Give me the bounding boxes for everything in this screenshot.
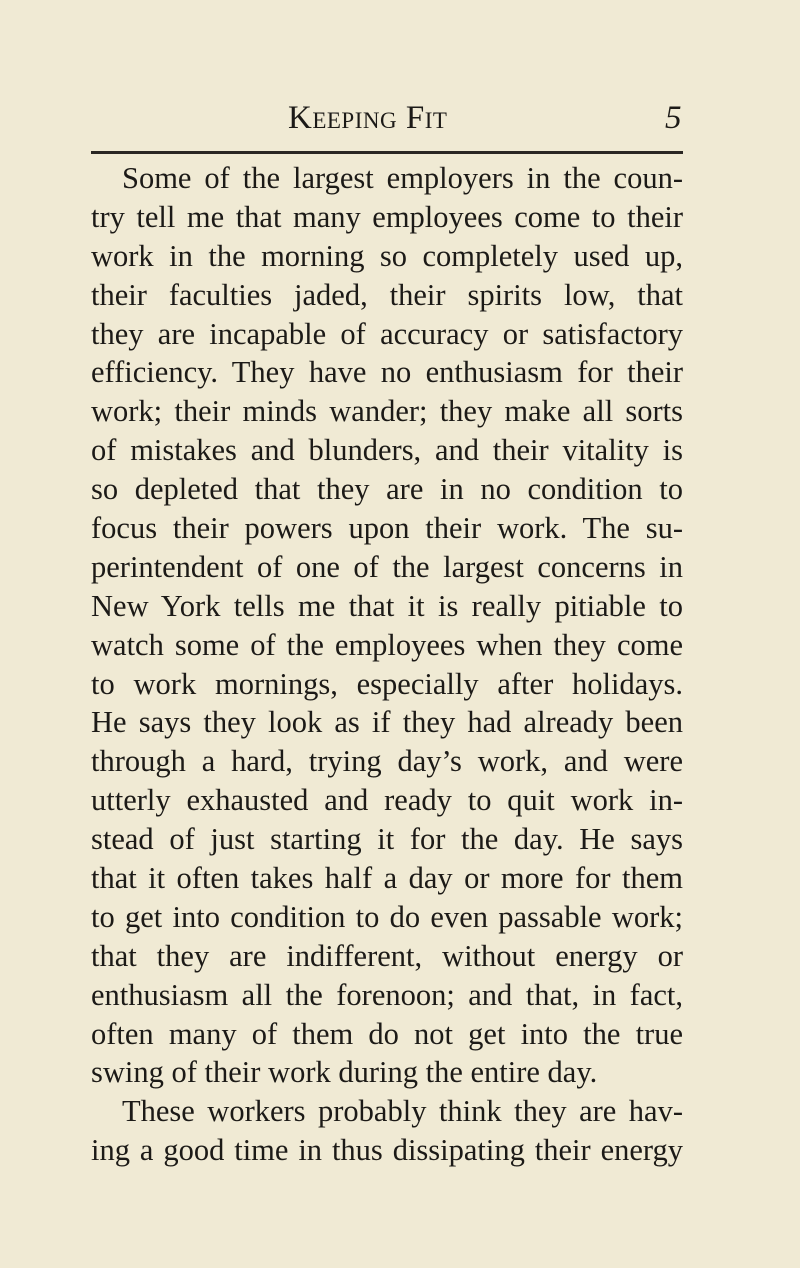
text-line: watch some of the employees when they come <box>91 627 683 662</box>
text-line: through a hard, trying day’s work, and were <box>91 744 683 779</box>
text-line: ing a good time in thus dissipating their energy <box>91 1133 683 1168</box>
text-line: their faculties jaded, their spirits low, that <box>91 277 683 312</box>
text-line: often many of them do not get into the true <box>91 1016 683 1051</box>
text-line: These workers probably think they are hav- <box>122 1094 683 1129</box>
text-line: that they are indifferent, without energy or <box>91 938 683 973</box>
text-line: utterly exhausted and ready to quit work in- <box>91 783 683 818</box>
text-line: efficiency. They have no enthusiasm for their <box>91 355 683 390</box>
paragraph <box>91 159 683 1092</box>
text-line: perintendent of one of the largest concerns in <box>91 549 683 584</box>
text-line: they are incapable of accuracy or satisfactory <box>91 316 683 351</box>
text-line: swing of their work during the entire day. <box>91 1055 598 1090</box>
page-number: 5 <box>665 100 682 136</box>
text-line: Some of the largest employers in the coun- <box>122 161 683 195</box>
header-rule <box>91 151 683 154</box>
text-line: stead of just starting it for the day. He says <box>91 822 683 857</box>
running-head <box>0 100 800 148</box>
text-line: to get into condition to do even passable work; <box>91 899 683 934</box>
text-line: New York tells me that it is really pitiable to <box>91 588 683 623</box>
text-line: He says they look as if they had already been <box>91 705 683 740</box>
body-text <box>91 159 683 1170</box>
text-line: try tell me that many employees come to their <box>91 199 683 234</box>
text-line: that it often takes half a day or more for them <box>91 861 683 896</box>
paragraph <box>91 1092 683 1170</box>
text-line: so depleted that they are in no condition to <box>91 472 683 507</box>
text-line: to work mornings, especially after holidays. <box>91 666 683 701</box>
text-line: enthusiasm all the forenoon; and that, in fact, <box>91 977 683 1012</box>
text-line: of mistakes and blunders, and their vitality is <box>91 433 683 468</box>
text-line: focus their powers upon their work. The su- <box>91 511 683 546</box>
text-line: work in the morning so completely used up, <box>91 238 683 273</box>
text-line: work; their minds wander; they make all sorts <box>91 394 683 429</box>
running-head-title: Keeping Fit <box>288 100 448 136</box>
